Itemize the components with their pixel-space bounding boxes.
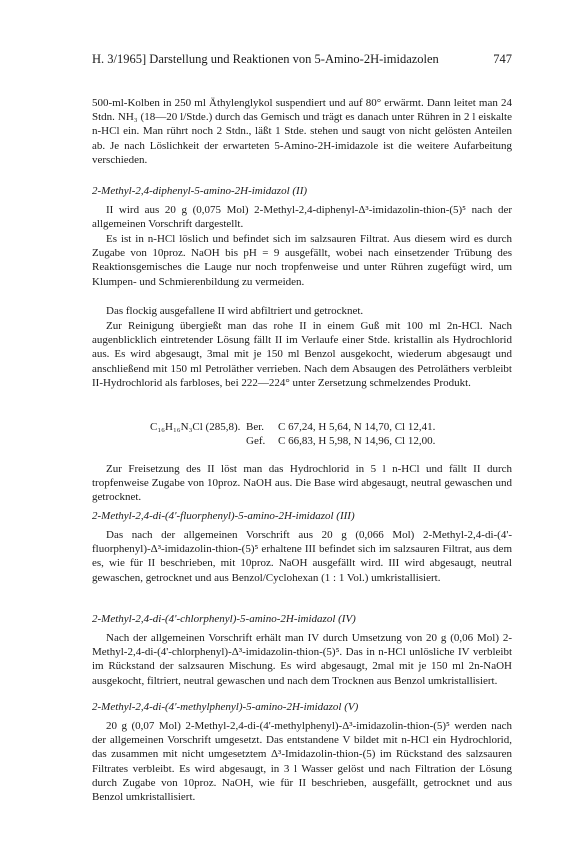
page-number: 747 <box>493 52 512 66</box>
elemental-analysis <box>150 420 490 448</box>
paragraph-ii-5: Zur Freisetzung des II löst man das Hydrochlorid in 5 l n-HCl und fällt II durch tropfenweise Zugabe von 10proz. NaOH aus. Die Base wird abgesaugt, neutral gewaschen und getrocknet. <box>92 463 512 504</box>
paragraph-v-1: 20 g (0,07 Mol) 2-Methyl-2,4-di-(4'-methylphenyl)-Δ³-imidazolin-thion-(5)⁵ werden nach der allgemeinen Vorschrift umgesetzt. Das entstandene V bildet mit n-HCl ein Hydrochlorid, das zusammen mit nicht umgesetztem Δ³-Imidazolin-thion-(5) im Rückstand des salzsauren Filtrates verbleibt. Es wird abgesaugt, in 3 l Wasser gelöst und nach Filtration der Lösung durch Zugabe von 10proz. NaOH, wie für II beschrieben, ausgefällt, getrocknet und aus Benzol umkristallisiert. <box>92 720 512 804</box>
paragraph-ii-1: II wird aus 20 g (0,075 Mol) 2-Methyl-2,4-diphenyl-Δ³-imidazolin-thion-(5)⁵ nach der allgemeinen Vorschrift dargestellt. <box>92 204 512 231</box>
molecular-formula: C₁₆H₁₆N₃Cl (285,8). <box>150 421 241 433</box>
section-heading-ii: 2-Methyl-2,4-diphenyl-5-amino-2H-imidazol (II) <box>92 185 308 197</box>
running-header <box>92 52 512 68</box>
section-heading-v: 2-Methyl-2,4-di-(4'-methylphenyl)-5-amino-2H-imidazol (V) <box>92 701 359 713</box>
paragraph-iv-1: Nach der allgemeinen Vorschrift erhält man IV durch Umsetzung von 20 g (0,06 Mol) 2-Methyl-2,4-di-(4'-chlorphenyl)-Δ³-imidazolin-thion-(5)⁵. Das in n-HCl unlösliche IV verbleibt im Rückstand der salzsauren Mischung. Es wird abgesaugt, 2mal mit je 150 ml 2n-NaOH ausgekocht, filtriert, neutral gewaschen und nach dem Trocknen aus Benzol umkristallisiert. <box>92 632 512 687</box>
analysis-ber-row <box>150 420 490 434</box>
paragraph-iii-1: Das nach der allgemeinen Vorschrift aus 20 g (0,066 Mol) 2-Methyl-2,4-di-(4'-fluorphenyl)-Δ³-imidazolin-thion-(5)⁵ erhaltene III befindet sich im salzsauren Filtrat, aus dem es, wie für II beschrieben, mit 10proz. NaOH ausgefällt wird. III wird abgesaugt, neutral gewaschen, getrocknet und aus Benzol/Cyclohexan (1 : 1 Vol.) umkristallisiert. <box>92 529 512 584</box>
section-heading-iii: 2-Methyl-2,4-di-(4'-fluorphenyl)-5-amino-2H-imidazol (III) <box>92 510 355 522</box>
intro-paragraph: 500-ml-Kolben in 250 ml Äthylenglykol suspendiert und auf 80° erwärmt. Dann leitet man 24 Stdn. NH₃ (18—20 l/Stde.) durch das Gemisch und trägt es danach unter Rühren in 2 l eiskalte n-HCl ein. Man rührt noch 2 Stdn., läßt 1 Stde. stehen und saugt von nicht gelösten Anteilen ab. Je nach Löslichkeit der erwarteten 5-Amino-2H-imidazole ist die weitere Aufarbeitung verschieden. <box>92 97 512 166</box>
ber-label: Ber. <box>246 421 265 433</box>
paragraph-ii-4: Zur Reinigung übergießt man das rohe II in einem Guß mit 100 ml 2n-HCl. Nach augenblicklich eintretender Lösung fällt II im Verlaufe einer Stde. kristallin als Hydrochlorid aus. Es wird abgesaugt, 3mal mit je 150 ml Benzol ausgekocht, wiederum abgesaugt und anschließend mit 150 ml Petroläther verrieben. Nach dem Absaugen des Petroläthers verbleibt II-Hydrochlorid als farbloses, bei 222—224° unter Zersetzung schmelzendes Produkt. <box>92 320 512 389</box>
analysis-gef-row <box>150 434 490 448</box>
paragraph-ii-3: Das flockig ausgefallene II wird abfiltriert und getrocknet. <box>106 305 364 317</box>
section-heading-iv: 2-Methyl-2,4-di-(4'-chlorphenyl)-5-amino-2H-imidazol (IV) <box>92 613 356 625</box>
ber-values: C 67,24, H 5,64, N 14,70, Cl 12,41. <box>278 421 436 433</box>
paragraph-ii-2: Es ist in n-HCl löslich und befindet sich im salzsauren Filtrat. Aus diesem wird es durch Zugabe von 10proz. NaOH bis pH = 9 ausgefällt, wobei nach einsetzender Trübung des Reaktionsgemisches die Lauge nur noch tropfenweise und unter Rühren zugefügt wird, um Klumpen- und Schmierenbildung zu vermeiden. <box>92 233 512 288</box>
running-title: H. 3/1965] Darstellung und Reaktionen von 5-Amino-2H-imidazolen <box>92 52 439 66</box>
gef-values: C 66,83, H 5,98, N 14,96, Cl 12,00. <box>278 435 436 448</box>
gef-label: Gef. <box>246 435 266 448</box>
